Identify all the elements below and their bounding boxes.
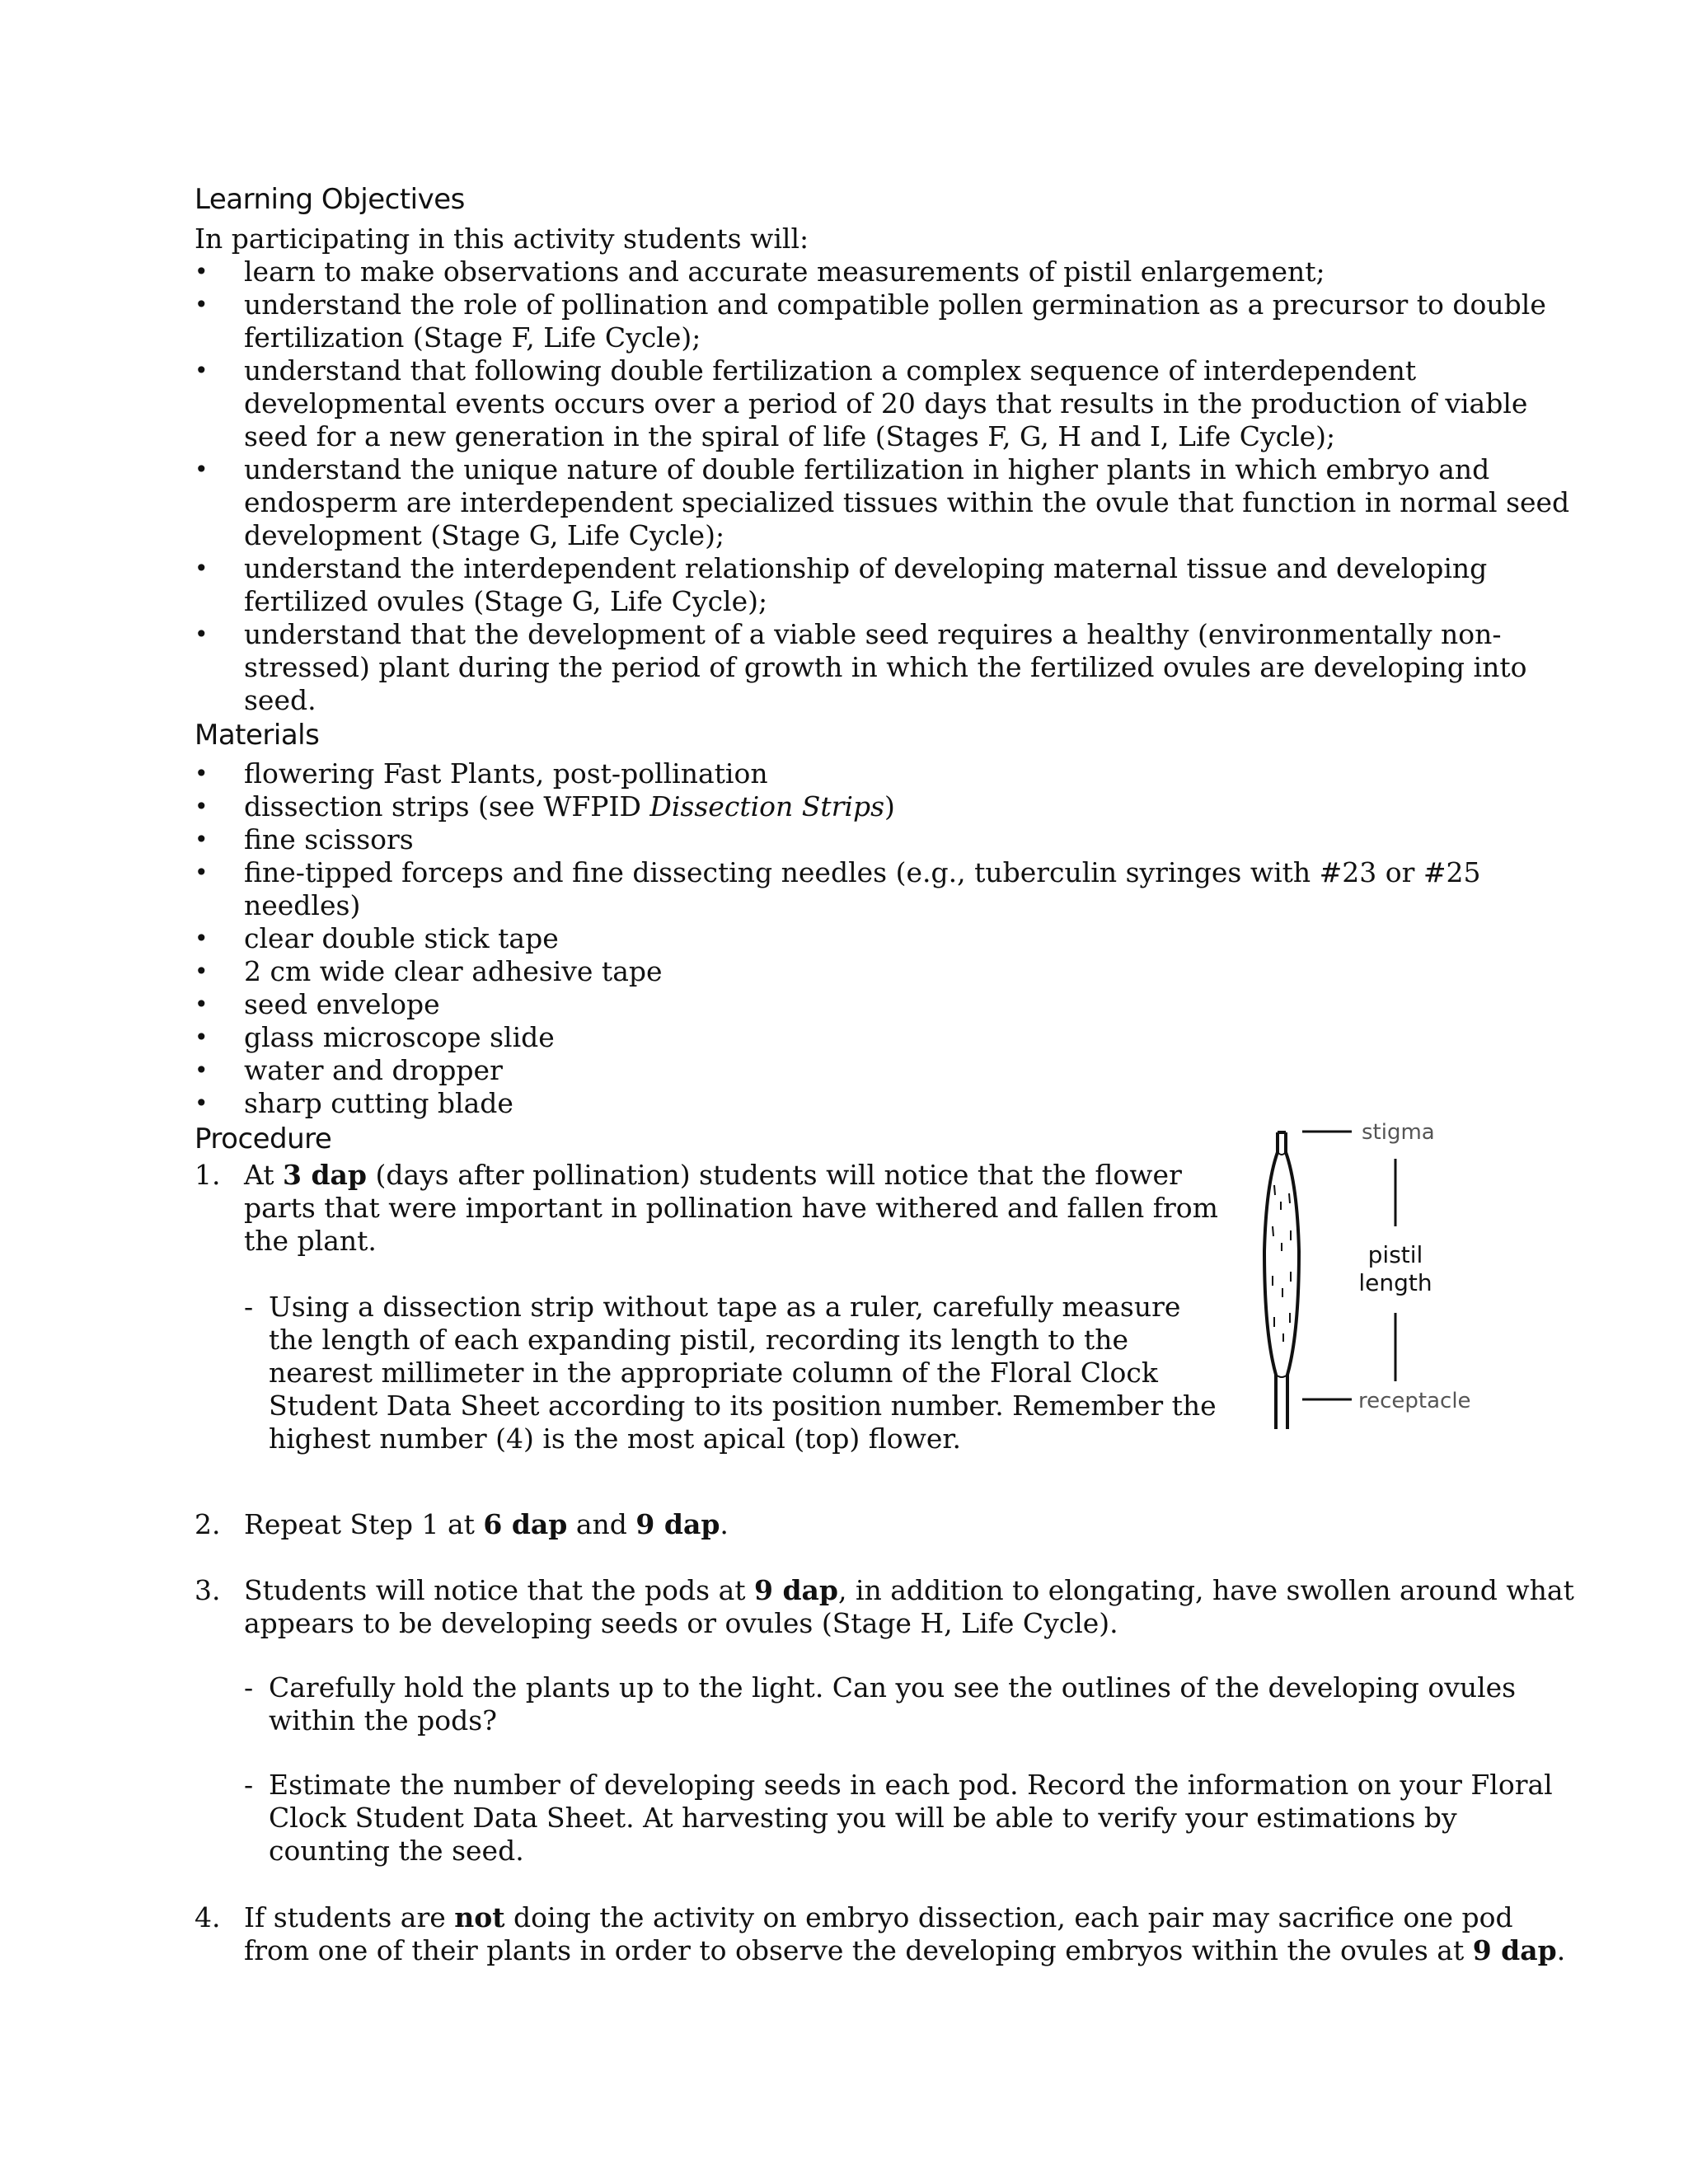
materials-heading: Materials <box>195 719 320 752</box>
step-3-substep-1: - Carefully hold the plants up to the light. Can you see the outlines of the developing ovules within the pods? <box>244 1671 1517 1736</box>
pistil-label: pistil <box>1367 1241 1423 1268</box>
procedure-heading: Procedure <box>195 1122 332 1155</box>
pistil-icon <box>1264 1132 1299 1429</box>
objectives-intro: In participating in this activity students will: <box>195 223 809 255</box>
material-item: • 2 cm wide clear adhesive tape <box>195 955 1579 988</box>
objective-item: • understand that following double fertilization a complex sequence of interdependent developmental events occurs over a period of 20 days that results in the production of viable seed for a new generation in the spiral of life (Stages F, G, H and I, Life Cycle); <box>195 354 1579 453</box>
material-item: • fine scissors <box>195 823 1579 856</box>
materials-list <box>195 757 1579 1120</box>
dissection-strips-reference: Dissection Strips <box>649 790 884 823</box>
procedure-step-2 <box>195 1508 1579 1541</box>
receptacle-label: receptacle <box>1358 1389 1471 1413</box>
objectives-list <box>195 255 1579 717</box>
material-item: • fine-tipped forceps and fine dissecting needles (e.g., tuberculin syringes with #23 or #25 needles) <box>195 856 1579 922</box>
objective-item: • learn to make observations and accurate measurements of pistil enlargement; <box>195 255 1579 288</box>
length-label: length <box>1358 1269 1432 1296</box>
step-number: 2. <box>195 1508 221 1540</box>
material-item: • water and dropper <box>195 1054 1579 1087</box>
procedure-step-1 <box>195 1159 1233 1455</box>
learning-objectives-heading: Learning Objectives <box>195 183 465 216</box>
material-item: • flowering Fast Plants, post-pollination <box>195 757 1579 790</box>
step-text: If students are not doing the activity on embryo dissection, each pair may sacrifice one pod from one of their plants in order to observe the developing embryos within the ovules at 9 dap. <box>244 1901 1566 1966</box>
step-number: 1. <box>195 1159 221 1191</box>
step-text: Students will notice that the pods at 9 dap, in addition to elongating, have swollen around what appears to be developing seeds or ovules (Stage H, Life Cycle). <box>244 1574 1574 1639</box>
step-text: Repeat Step 1 at 6 dap and 9 dap. <box>244 1508 729 1540</box>
stigma-label: stigma <box>1362 1120 1435 1145</box>
procedure-step-4 <box>195 1901 1579 1967</box>
material-item: • sharp cutting blade <box>195 1087 1579 1120</box>
material-item: • dissection strips (see WFPID Dissection Strips) <box>195 790 1579 823</box>
objective-item: • understand the interdependent relationship of developing maternal tissue and developing fertilized ovules (Stage G, Life Cycle); <box>195 552 1579 618</box>
objective-item: • understand the unique nature of double fertilization in higher plants in which embryo and endosperm are interdependent specialized tissues within the ovule that function in normal seed development (Stage G, Life Cycle); <box>195 453 1579 552</box>
objective-item: • understand that the development of a viable seed requires a healthy (environmentally non-stressed) plant during the period of growth in which the fertilized ovules are developing into seed. <box>195 618 1579 717</box>
procedure-step-3 <box>195 1574 1579 1868</box>
objective-item: • understand the role of pollination and compatible pollen germination as a precursor to double fertilization (Stage F, Life Cycle); <box>195 288 1579 354</box>
step-number: 3. <box>195 1574 221 1606</box>
pistil-diagram <box>1261 1119 1508 1432</box>
step-3-substep-2: - Estimate the number of developing seeds in each pod. Record the information on your Floral Clock Student Data Sheet. At harvesting you will be able to verify your estimations by counting the seed. <box>244 1769 1553 1867</box>
material-item: • seed envelope <box>195 988 1579 1021</box>
step-number: 4. <box>195 1901 221 1933</box>
material-item: • glass microscope slide <box>195 1021 1579 1054</box>
material-item: • clear double stick tape <box>195 922 1579 955</box>
step-text: At 3 dap (days after pollination) students will notice that the flower parts that were important in pollination have withered and fallen from the plant. <box>244 1159 1218 1257</box>
step-1-substep: - Using a dissection strip without tape as a ruler, carefully measure the length of each expanding pistil, recording its length to the nearest millimeter in the appropriate column of the Floral Clock Student Data Sheet according to its position number. Remember the highest number (4) is the most apical (top) flower. <box>244 1291 1217 1455</box>
